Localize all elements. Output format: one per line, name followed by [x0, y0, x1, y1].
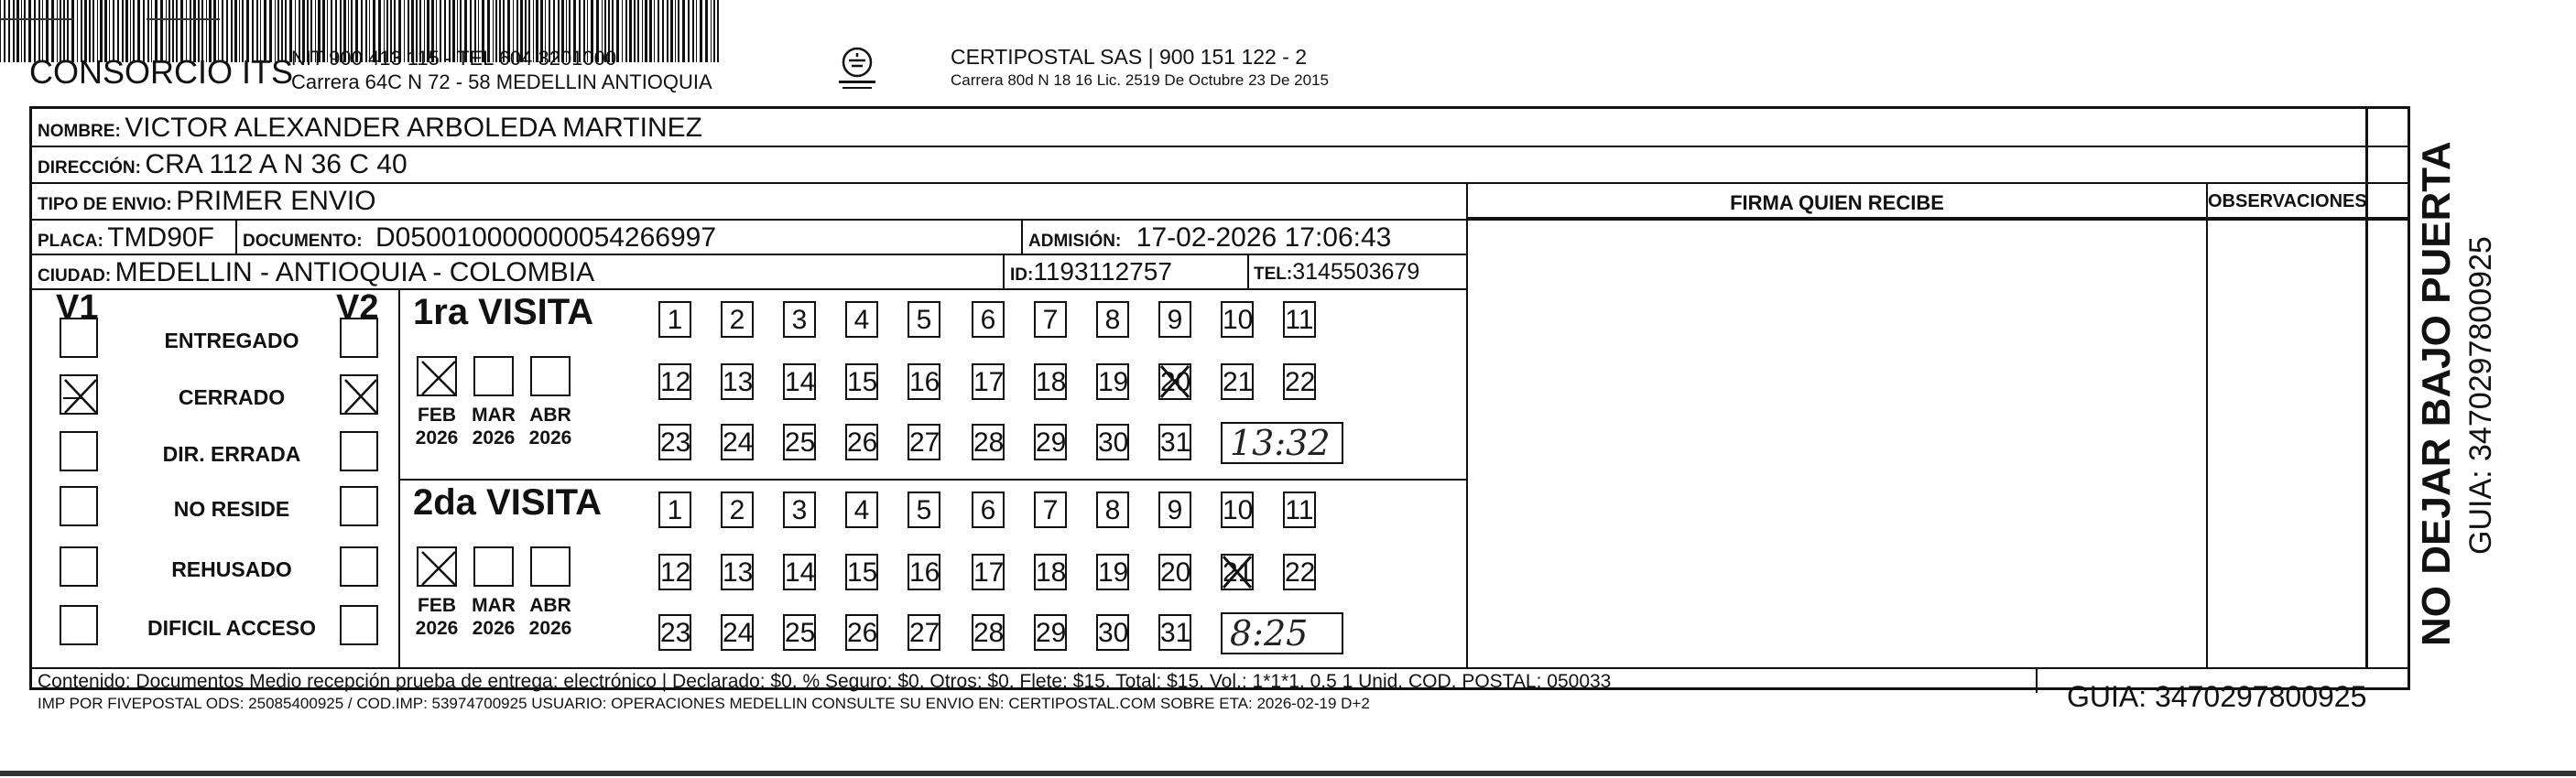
direccion-value: CRA 112 A N 36 C 40: [145, 149, 408, 179]
edge-mark-left: [0, 18, 73, 20]
month-checkbox[interactable]: [417, 546, 457, 587]
nombre-row: [38, 113, 702, 144]
status-label: REHUSADO: [171, 557, 292, 581]
month-label: FEB 2026: [415, 595, 459, 639]
day-box[interactable]: 22: [1283, 363, 1316, 400]
day-box[interactable]: 4: [845, 492, 878, 528]
nombre-label: NOMBRE:: [38, 122, 121, 141]
day-box[interactable]: 8: [1096, 301, 1129, 338]
ciudad-value: MEDELLIN - ANTIOQUIA - COLOMBIA: [114, 257, 595, 287]
day-box[interactable]: 6: [972, 301, 1005, 338]
visit-title: 2da VISITA: [413, 482, 602, 523]
month-checkbox[interactable]: [473, 546, 514, 587]
day-box[interactable]: 21: [1221, 363, 1254, 400]
month-label: MAR 2026: [472, 405, 516, 448]
month-label: ABR 2026: [528, 595, 572, 639]
barcode-bar: [637, 0, 639, 62]
status-label: NO RESIDE: [173, 497, 290, 521]
certipostal-sub: Carrera 80d N 18 16 Lic. 2519 De Octubre 23 De 2015: [951, 71, 1329, 89]
direccion-row: [38, 149, 408, 180]
barcode-bar: [642, 0, 643, 62]
day-box[interactable]: 23: [658, 614, 691, 651]
v2-checkbox[interactable]: [340, 486, 378, 526]
footer-guia: GUIA: 3470297800925: [2067, 680, 2367, 713]
ciudad-row: [38, 257, 594, 288]
day-box[interactable]: 27: [908, 614, 940, 651]
x-check-icon: [1221, 554, 1254, 590]
documento-label: DOCUMENTO:: [243, 232, 363, 251]
barcode-bar: [645, 0, 647, 62]
barcode-bar: [622, 0, 623, 62]
barcode-bar: [688, 0, 690, 62]
day-box[interactable]: 19: [1096, 363, 1129, 400]
v1-label: V1: [56, 288, 99, 327]
barcode-bar: [634, 0, 636, 62]
barcode-bar: [717, 0, 719, 62]
day-box[interactable]: 13: [721, 363, 754, 400]
barcode-bar: [696, 0, 697, 62]
day-box[interactable]: 9: [1158, 492, 1191, 528]
day-box[interactable]: 7: [1034, 492, 1067, 528]
shipping-form: [29, 106, 2410, 713]
edge-mark-left-2: [147, 18, 220, 20]
day-box[interactable]: 16: [908, 554, 940, 590]
barcode-bar: [8, 0, 10, 62]
visit-time: 13:32: [1230, 423, 1331, 463]
v1-checkbox[interactable]: [60, 486, 98, 526]
day-box[interactable]: 10: [1221, 301, 1254, 338]
day-box[interactable]: 27: [908, 424, 940, 460]
v2-checkbox[interactable]: [340, 546, 378, 587]
day-box[interactable]: 3: [783, 492, 816, 528]
barcode-bar: [713, 0, 715, 62]
month-checkbox[interactable]: [473, 356, 514, 396]
tipo-envio-value: PRIMER ENVIO: [176, 186, 376, 216]
nit-line: NIT 900 413 115 - TEL 604 3201000: [291, 47, 617, 70]
x-check-icon: [418, 358, 459, 398]
barcode-bar: [629, 0, 632, 62]
day-box[interactable]: 14: [783, 363, 816, 400]
certipostal-line: CERTIPOSTAL SAS | 900 151 122 - 2: [951, 45, 1308, 69]
day-box[interactable]: 23: [658, 424, 691, 460]
day-box[interactable]: 15: [845, 363, 878, 400]
month-checkbox[interactable]: [417, 356, 457, 396]
day-box[interactable]: 15: [845, 554, 878, 590]
month-label: FEB 2026: [415, 405, 459, 448]
barcode-bar: [662, 0, 664, 62]
side-guia: GUIA: 3470297800925: [2463, 236, 2498, 555]
barcode-bar: [13, 0, 15, 62]
day-box[interactable]: 6: [972, 492, 1005, 528]
day-box[interactable]: 5: [908, 301, 940, 338]
x-check-icon: [342, 376, 380, 416]
x-check-icon: [61, 376, 100, 416]
day-box[interactable]: 29: [1034, 424, 1067, 460]
day-box[interactable]: 26: [845, 424, 878, 460]
admision-row: [1028, 222, 1391, 254]
barcode-bar: [670, 0, 673, 62]
month-checkbox[interactable]: [530, 356, 571, 396]
visit-time: 8:25: [1230, 613, 1309, 654]
x-check-icon: [1158, 363, 1191, 400]
documento-row: [243, 222, 716, 254]
nombre-value: VICTOR ALEXANDER ARBOLEDA MARTINEZ: [125, 113, 702, 143]
visit-title: 1ra VISITA: [413, 292, 594, 332]
admision-value: 17-02-2026 17:06:43: [1136, 222, 1392, 253]
day-box[interactable]: 20: [1158, 363, 1191, 400]
day-box[interactable]: 7: [1034, 301, 1067, 338]
barcode-bar: [692, 0, 694, 62]
day-box[interactable]: 28: [972, 424, 1005, 460]
day-box[interactable]: 22: [1283, 554, 1316, 590]
day-box[interactable]: 10: [1221, 492, 1254, 528]
day-box[interactable]: 24: [721, 614, 754, 651]
day-box[interactable]: 25: [783, 614, 816, 651]
v2-checkbox[interactable]: [340, 605, 378, 645]
barcode-bar: [667, 0, 668, 62]
id-label: ID:: [1010, 265, 1034, 285]
day-box[interactable]: 11: [1283, 301, 1316, 338]
barcode-bar: [678, 0, 679, 62]
day-box[interactable]: 14: [783, 554, 816, 590]
day-box[interactable]: 2: [721, 301, 754, 338]
day-box[interactable]: 12: [658, 363, 691, 400]
day-box[interactable]: 16: [908, 363, 940, 400]
barcode-bar: [711, 0, 712, 62]
day-box[interactable]: 25: [783, 424, 816, 460]
no-dejar-bajo-puerta: NO DEJAR BAJO PUERTA: [2414, 141, 2459, 646]
tel-value: 3145503679: [1292, 259, 1420, 285]
day-box[interactable]: 19: [1096, 554, 1129, 590]
status-label: DIR. ERRADA: [162, 442, 301, 466]
day-box[interactable]: 5: [908, 492, 940, 528]
firma-header: FIRMA QUIEN RECIBE: [1730, 191, 1944, 214]
observaciones-header: OBSERVACIONES: [2208, 191, 2367, 211]
barcode-bar: [0, 0, 1, 62]
v1-checkbox[interactable]: [60, 431, 98, 471]
documento-value: D050010000000054266997: [375, 222, 717, 253]
direccion-label: DIRECCIÓN:: [38, 158, 141, 178]
barcode-bar: [21, 0, 22, 62]
day-box[interactable]: 13: [721, 554, 754, 590]
day-box[interactable]: 29: [1034, 614, 1067, 651]
barcode-bar: [705, 0, 708, 62]
address-line: Carrera 64C N 72 - 58 MEDELLIN ANTIOQUIA: [291, 70, 712, 93]
placa-row: [38, 222, 214, 254]
barcode-bar: [682, 0, 685, 62]
month-checkbox[interactable]: [530, 546, 571, 587]
barcode-bar: [4, 0, 5, 62]
day-box[interactable]: 4: [845, 301, 878, 338]
status-label: DIFICIL ACCESO: [147, 616, 316, 640]
day-box[interactable]: 1: [658, 301, 691, 338]
footer-imp: IMP POR FIVEPOSTAL ODS: 25085400925 / COD.IMP: 53974700925 USUARIO: OPERACIONES MEDELLIN CONSULTE SU ENVIO EN: CERTIPOSTAL.COM SOBRE ETA: 2026-02-19 D+2: [38, 695, 1370, 712]
barcode-bar: [675, 0, 676, 62]
barcode-bar: [16, 0, 19, 62]
v1-checkbox[interactable]: [60, 318, 98, 358]
v2-label: V2: [336, 288, 379, 327]
tipo-envio-row: [38, 186, 376, 217]
month-label: ABR 2026: [528, 405, 572, 448]
status-label: CERRADO: [178, 385, 286, 409]
day-box[interactable]: 26: [845, 614, 878, 651]
barcode-bar: [625, 0, 627, 62]
day-box[interactable]: 17: [972, 363, 1005, 400]
v1-checkbox[interactable]: [60, 374, 98, 415]
barcode-bar: [616, 0, 619, 62]
day-box[interactable]: 17: [972, 554, 1005, 590]
day-box[interactable]: 11: [1283, 492, 1316, 528]
day-box[interactable]: 31: [1158, 614, 1191, 651]
x-check-icon: [418, 548, 459, 589]
day-box[interactable]: 12: [658, 554, 691, 590]
barcode-bar: [658, 0, 659, 62]
ciudad-label: CIUDAD:: [38, 266, 112, 286]
tel-label: TEL:: [1254, 265, 1293, 284]
visit-time-box[interactable]: [1221, 422, 1343, 464]
v2-checkbox[interactable]: [340, 318, 378, 358]
v2-checkbox[interactable]: [340, 431, 378, 471]
day-box[interactable]: 21: [1221, 554, 1254, 590]
tipo-envio-label: TIPO DE ENVIO:: [38, 195, 172, 214]
visit-time-box[interactable]: [1221, 612, 1343, 654]
day-box[interactable]: 28: [972, 614, 1005, 651]
placa-label: PLACA:: [38, 232, 103, 251]
day-box[interactable]: 24: [721, 424, 754, 460]
placa-value: TMD90F: [107, 222, 214, 253]
day-box[interactable]: 20: [1158, 554, 1191, 590]
v1-checkbox[interactable]: [60, 605, 98, 645]
id-value: 1193112757: [1033, 257, 1172, 286]
certipostal-logo-icon: [831, 42, 883, 93]
month-label: MAR 2026: [472, 595, 516, 639]
barcode-bar: [649, 0, 652, 62]
id-row: [1010, 257, 1172, 286]
day-box[interactable]: 30: [1096, 424, 1129, 460]
barcode-bar: [654, 0, 655, 62]
footer-contenido: Contenido: Documentos Medio recepción prueba de entrega: electrónico | Declarado: $0, % Seguro: $0, Otros: $0, Flete: $15, Total: $15. Vol.: 1*1*1. 0.5 1 Unid. COD. POSTAL: 050033: [38, 671, 1612, 692]
day-box[interactable]: 30: [1096, 614, 1129, 651]
day-box[interactable]: 18: [1034, 554, 1067, 590]
v2-checkbox[interactable]: [340, 374, 378, 415]
barcode-bar: [24, 0, 26, 62]
tel-row: [1254, 259, 1419, 286]
day-box[interactable]: 2: [721, 492, 754, 528]
barcode-bar: [700, 0, 702, 62]
bottom-edge: [0, 771, 2576, 776]
day-box[interactable]: 8: [1096, 492, 1129, 528]
day-box[interactable]: 1: [658, 492, 691, 528]
day-box[interactable]: 3: [783, 301, 816, 338]
company-name: CONSORCIO ITS: [29, 53, 294, 91]
day-box[interactable]: 18: [1034, 363, 1067, 400]
status-label: ENTREGADO: [164, 329, 299, 352]
day-box[interactable]: 31: [1158, 424, 1191, 460]
v1-checkbox[interactable]: [60, 546, 98, 587]
admision-label: ADMISIÓN:: [1028, 232, 1122, 251]
day-box[interactable]: 9: [1158, 301, 1191, 338]
